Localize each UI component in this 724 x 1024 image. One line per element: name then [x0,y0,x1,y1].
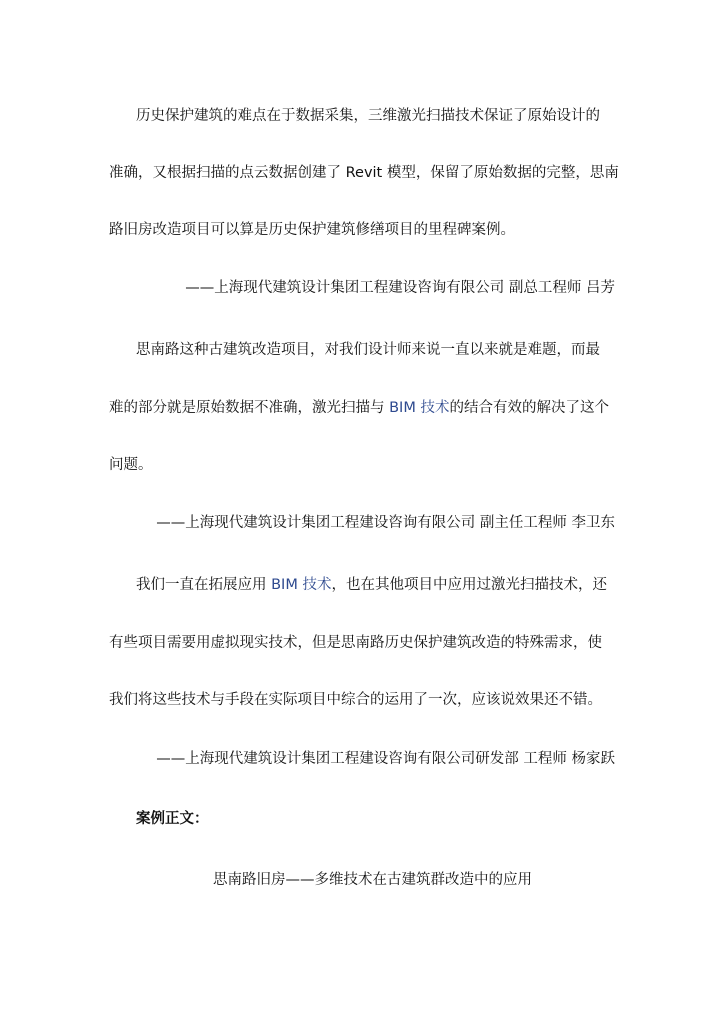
quote1-line3: 路旧房改造项目可以算是历史保护建筑修缮项目的里程碑案例。 [109,222,515,238]
quote3-line1 [136,575,646,595]
quote2-attribution: ——上海现代建筑设计集团工程建设咨询有限公司 副主任工程师 李卫东 [156,515,615,531]
quote1-line2: 准确，又根据扫描的点云数据创建了 Revit 模型，保留了原始数据的完整，思南 [109,165,619,181]
quote3-attribution: ——上海现代建筑设计集团工程建设咨询有限公司研发部 工程师 杨家跃 [156,751,615,767]
quote3-line1-text-post: ，也在其他项目中应用过激光扫描技术，还 [331,577,607,593]
quote3-line3: 我们将这些技术与手段在实际项目中综合的运用了一次，应该说效果还不错。 [109,692,602,708]
quote2-line2-text-post: 的结合有效的解决了这个 [449,400,609,416]
quote2-line2-text-pre: 难的部分就是原始数据不准确，激光扫描与 [109,400,390,416]
case-title: 思南路旧房——多维技术在古建筑群改造中的应用 [213,872,532,888]
quote3-line2: 有些项目需要用虚拟现实技术，但是思南路历史保护建筑改造的特殊需求，使 [109,635,602,651]
quote2-line3: 问题。 [109,457,153,473]
quote1-line1: 历史保护建筑的难点在于数据采集，三维激光扫描技术保证了原始设计的 [136,108,600,124]
quote3-line1-text-pre: 我们一直在拓展应用 [136,577,272,593]
bim-technology-link[interactable]: BIM 技术 [389,400,450,416]
quote2-line1: 思南路这种古建筑改造项目，对我们设计师来说一直以来就是难题，而最 [136,342,600,358]
quote2-line2 [109,398,619,418]
case-heading: 案例正文： [136,811,209,827]
bim-technology-link[interactable]: BIM 技术 [271,577,332,593]
quote1-attribution: ——上海现代建筑设计集团工程建设咨询有限公司 副总工程师 吕芳 [185,280,615,296]
